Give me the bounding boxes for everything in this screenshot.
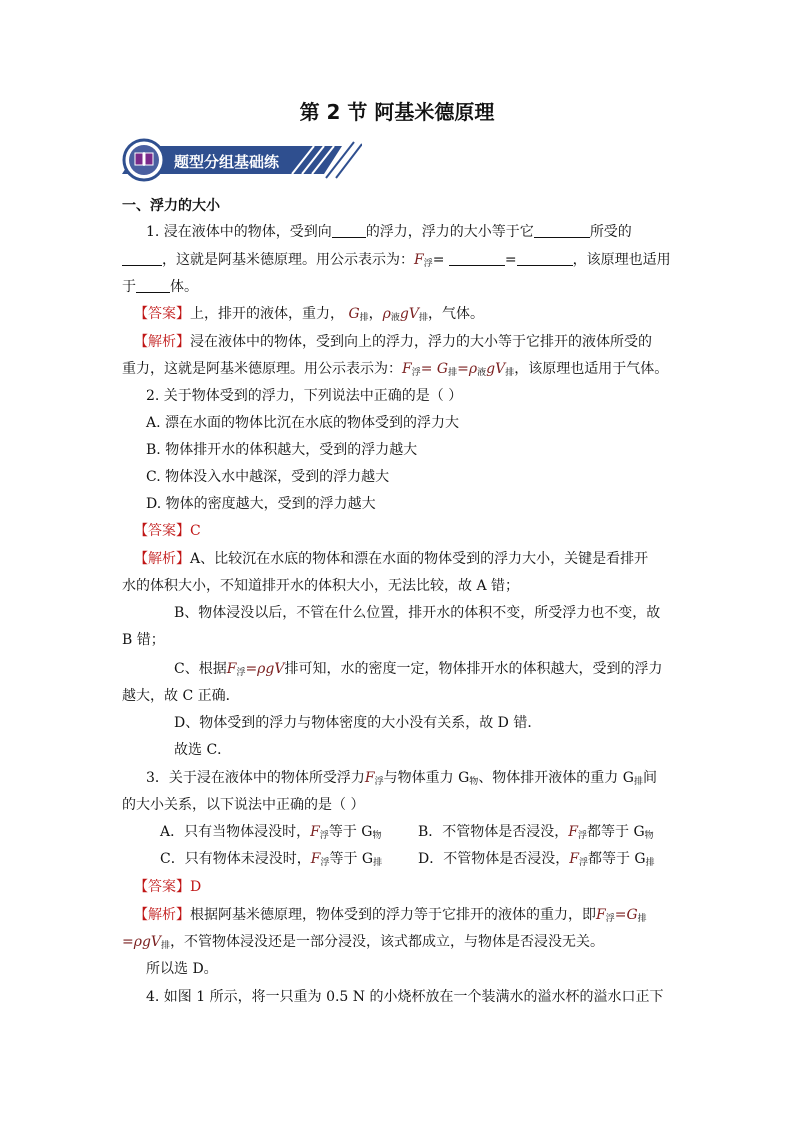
q3-stem-line2: 的大小关系，以下说法中正确的是（ ） xyxy=(122,797,365,813)
q4-stem-line1: 4. 如图 1 所示，将一只重为 0.5 N 的小烧杯放在一个装满水的溢水杯的溢水口正下 xyxy=(146,989,664,1005)
q2-explanation-line5: C、根据$F_浮=\rho gV$排可知，水的密度一定，物体排开水的体积越大，受到的浮力 xyxy=(174,661,663,678)
q3-answer: 【答案】D xyxy=(134,879,202,895)
q3-option-d: D．不管物体是否浸没，$F_浮$都等于 $G_排$ xyxy=(418,851,655,868)
q2-explanation-line2: 水的体积大小，不知道排开水的体积大小，无法比较，故 A 错； xyxy=(122,578,520,594)
q2-option-c: C. 物体没入水中越深，受到的浮力越大 xyxy=(146,469,390,485)
q1-explanation-line2: 重力，这就是阿基米德原理。用公示表示为：$F_浮= G_排=\rho_液gV_排$，该原理也适用于气体。 xyxy=(122,361,669,378)
q2-explanation-line1: 【解析】A、比较沉在水底的物体和漂在水面的物体受到的浮力大小，关键是看排开 xyxy=(134,551,649,567)
q3-explanation-line1: 【解析】根据阿基米德原理，物体受到的浮力等于它排开的液体的重力，即$F_浮=G_排$ xyxy=(134,907,647,924)
q1-line1: 1. 浸在液体中的物体，受到向 的浮力，浮力的大小等于它 所受的 xyxy=(146,224,632,240)
banner-label: 题型分组基础练 xyxy=(174,153,280,171)
section-banner xyxy=(122,138,362,182)
q1-line3: 于 体。 xyxy=(122,279,198,295)
q3-option-b: B．不管物体是否浸没，$F_浮$都等于 $G_物$ xyxy=(418,824,654,841)
q2-explanation-line6: 越大，故 C 正确． xyxy=(122,688,240,704)
page-title: 第 2 节 阿基米德原理 xyxy=(299,100,495,124)
q3-explanation-line2: =ρgV$_排$，不管物体浸没还是一部分浸没，该式都成立，与物体是否浸没无关。 xyxy=(122,934,605,951)
q2-explanation-line3: B、物体浸没以后，不管在什么位置，排开水的体积不变，所受浮力也不变，故 xyxy=(174,605,661,621)
book-icon xyxy=(135,152,153,166)
q3-option-c: C．只有物体未浸没时，$F_浮$等于 $G_排$ xyxy=(160,851,383,868)
q3-stem-line1: 3．关于浸在液体中的物体所受浮力$F_浮$与物体重力 $G_物$、物体排开液体的重力 $G_排$间 xyxy=(146,770,657,787)
q2-option-b: B. 物体排开水的体积越大，受到的浮力越大 xyxy=(146,442,418,458)
section-heading: 一、浮力的大小 xyxy=(122,198,220,214)
q3-explanation-line3: 所以选 D。 xyxy=(146,961,218,977)
q1-answer: 【答案】上，排开的液体，重力， $G_排$，$\rho_液gV_排$，气体。 xyxy=(134,306,484,323)
q2-option-a: A. 漂在水面的物体比沉在水底的物体受到的浮力大 xyxy=(146,415,460,431)
q2-stem: 2. 关于物体受到的浮力，下列说法中正确的是（ ） xyxy=(146,388,463,404)
q2-explanation-line8: 故选 C． xyxy=(174,742,232,758)
q1-explanation-line1: 【解析】浸在液体中的物体，受到向上的浮力，浮力的大小等于它排开的液体所受的 xyxy=(134,334,652,350)
q2-answer: 【答案】C xyxy=(134,523,201,539)
q2-option-d: D. 物体的密度越大，受到的浮力越大 xyxy=(146,496,376,512)
q3-option-a: A．只有当物体浸没时，$F_浮$等于 $G_物$ xyxy=(160,824,382,841)
q1-line2: ，这就是阿基米德原理。用公示表示为：$F_浮=$ = ，该原理也适用 xyxy=(122,250,671,274)
q2-explanation-line4: B 错； xyxy=(122,632,165,648)
q2-explanation-line7: D、物体受到的浮力与物体密度的大小没有关系，故 D 错． xyxy=(174,715,542,731)
